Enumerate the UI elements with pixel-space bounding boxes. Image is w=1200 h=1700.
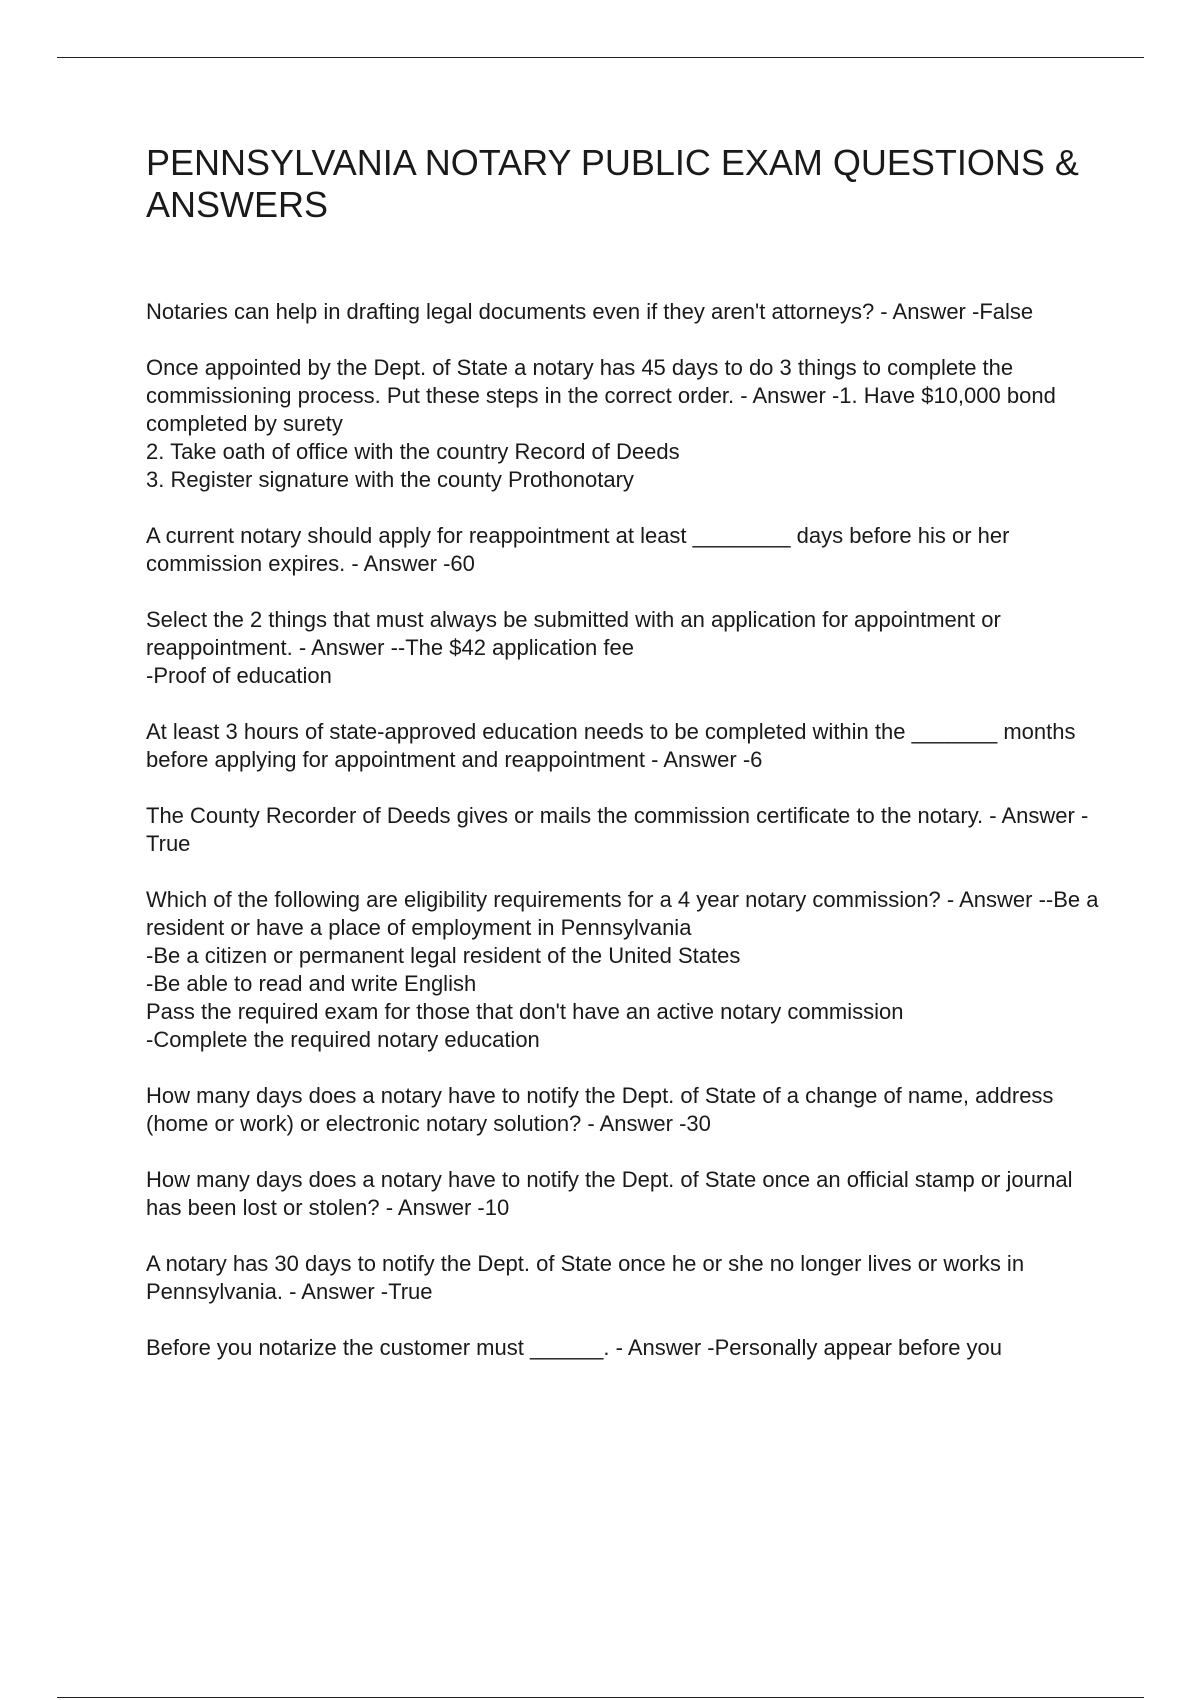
qa-item-5: At least 3 hours of state-approved education needs to be completed within the _______ months before applying for appointment and reappointment - Answer -6 <box>146 719 1076 772</box>
qa-item-8: How many days does a notary have to notify the Dept. of State of a change of name, address (home or work) or electronic notary solution? - Answer -30 <box>146 1083 1054 1136</box>
qa-item-6: The County Recorder of Deeds gives or mails the commission certificate to the notary. - Answer -True <box>146 803 1089 856</box>
qa-item-2: Once appointed by the Dept. of State a notary has 45 days to do 3 things to complete the commissioning process. Put these steps in the correct order. - Answer -1. Have $10,000 bond completed by surety 2. Take oath of office with the country Record of Deeds 3. Register signature with the county Prothonotary <box>146 355 1056 492</box>
qa-item-11: Before you notarize the customer must ______. - Answer -Personally appear before you <box>146 1335 1003 1360</box>
qa-item-3: A current notary should apply for reappointment at least ________ days before his or her commission expires. - Answer -60 <box>146 523 1010 576</box>
qa-item-10: A notary has 30 days to notify the Dept. of State once he or she no longer lives or works in Pennsylvania. - Answer -True <box>146 1251 1025 1304</box>
document-body <box>146 142 1101 1390</box>
bottom-divider <box>57 1697 1144 1698</box>
qa-item-9: How many days does a notary have to notify the Dept. of State once an official stamp or journal has been lost or stolen? - Answer -10 <box>146 1167 1073 1220</box>
document-title: PENNSYLVANIA NOTARY PUBLIC EXAM QUESTIONS & ANSWERS <box>146 142 1079 225</box>
qa-item-1: Notaries can help in drafting legal documents even if they aren't attorneys? - Answer -False <box>146 299 1034 324</box>
qa-item-4: Select the 2 things that must always be submitted with an application for appointment or reappointment. - Answer --The $42 application fee -Proof of education <box>146 607 1001 688</box>
qa-list <box>146 298 1101 1362</box>
qa-item-7: Which of the following are eligibility requirements for a 4 year notary commission? - Answer --Be a resident or have a place of employment in Pennsylvania -Be a citizen or permanent legal resident of the United States -Be able to read and write English Pass the required exam for those that don't have an active notary commission -Complete the required notary education <box>146 887 1099 1052</box>
top-divider <box>57 57 1144 58</box>
